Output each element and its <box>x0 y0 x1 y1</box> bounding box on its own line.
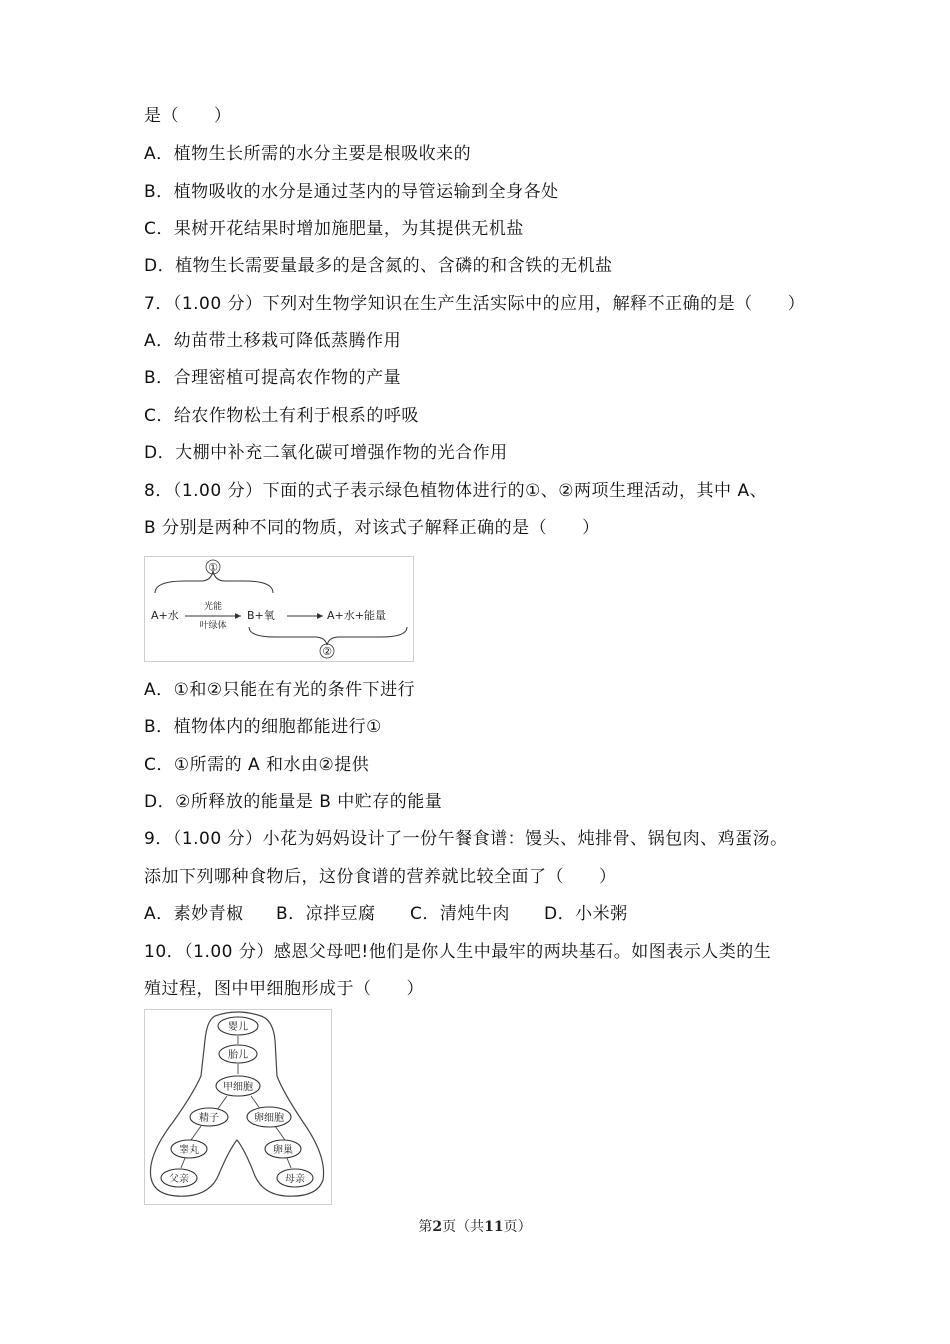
question-10-stem-line1: 10．（1.00 分）感恩父母吧!他们是你人生中最牢的两块基石。如图表示人类的生 <box>144 942 772 962</box>
photosynthesis-respiration-figure <box>144 556 414 662</box>
mark-2: ② <box>322 645 332 658</box>
q9-option-a: A．素妙青椒 <box>144 904 244 924</box>
footer-page-number: 2 <box>432 1219 443 1235</box>
q9-option-c: C．清炖牛肉 <box>410 904 510 924</box>
mark-1: ① <box>208 561 218 574</box>
question-10-stem-line2: 殖过程，图中甲细胞形成于（ ） <box>144 979 424 999</box>
q7-option-d: D．大棚中补充二氧化碳可增强作物的光合作用 <box>144 443 508 463</box>
q7-option-c: C．给农作物松土有利于根系的呼吸 <box>144 406 419 426</box>
q6-option-b: B．植物吸收的水分是通过茎内的导管运输到全身各处 <box>144 182 559 202</box>
human-reproduction-figure <box>144 1009 332 1205</box>
question-7-stem: 7．（1.00 分）下列对生物学知识在生产生活实际中的应用，解释不正确的是（ ） <box>144 294 806 314</box>
question-8-stem-line2: B 分别是两种不同的物质，对该式子解释正确的是（ ） <box>144 518 600 538</box>
q6-option-c: C．果树开花结果时增加施肥量，为其提供无机盐 <box>144 219 524 239</box>
equation-middle-term: B+氧 <box>247 609 275 622</box>
node-fetus: 胎儿 <box>228 1050 248 1061</box>
node-mother: 母亲 <box>285 1174 305 1185</box>
equation-left-term: A+水 <box>151 609 179 622</box>
node-father: 父亲 <box>169 1174 189 1185</box>
condition-chloroplast: 叶绿体 <box>199 621 227 631</box>
q8-option-b: B．植物体内的细胞都能进行① <box>144 717 382 737</box>
question-8-stem-line1: 8．（1.00 分）下面的式子表示绿色植物体进行的①、②两项生理活动，其中 A、 <box>144 481 768 501</box>
footer-suffix: 页） <box>503 1219 532 1235</box>
condition-light: 光能 <box>203 602 223 612</box>
q7-option-a: A．幼苗带土移栽可降低蒸腾作用 <box>144 331 402 351</box>
node-ovary: 卵巢 <box>273 1145 293 1156</box>
footer-middle: 页（共 <box>442 1219 485 1235</box>
q6-option-d: D．植物生长需要量最多的是含氮的、含磷的和含铁的无机盐 <box>144 256 613 276</box>
q7-option-b: B．合理密植可提高农作物的产量 <box>144 368 402 388</box>
question-6-tail: 是（ ） <box>144 106 232 126</box>
node-baby: 婴儿 <box>228 1022 248 1033</box>
equation-right-term: A+水+能量 <box>327 609 386 622</box>
question-9-stem-line2: 添加下列哪种食物后，这份食谱的营养就比较全面了（ ） <box>144 867 617 887</box>
q8-option-d: D．②所释放的能量是 B 中贮存的能量 <box>144 792 443 812</box>
q8-option-c: C．①所需的 A 和水由②提供 <box>144 755 370 775</box>
page-footer <box>0 1216 950 1236</box>
q9-options <box>144 902 628 926</box>
footer-total-pages: 11 <box>484 1219 504 1235</box>
question-9-stem-line1: 9．（1.00 分）小花为妈妈设计了一份午餐食谱：馒头、炖排骨、锅包肉、鸡蛋汤。 <box>144 829 788 849</box>
node-sperm: 精子 <box>199 1113 219 1124</box>
q8-option-a: A．①和②只能在有光的条件下进行 <box>144 680 416 700</box>
footer-prefix: 第 <box>418 1219 433 1235</box>
node-testis: 睾丸 <box>179 1145 199 1156</box>
q6-option-a: A．植物生长所需的水分主要是根吸收来的 <box>144 144 472 164</box>
node-egg: 卵细胞 <box>254 1113 284 1124</box>
node-zygote: 甲细胞 <box>223 1082 253 1093</box>
q9-option-b: B．凉拌豆腐 <box>276 904 376 924</box>
q9-option-d: D．小米粥 <box>544 904 628 924</box>
